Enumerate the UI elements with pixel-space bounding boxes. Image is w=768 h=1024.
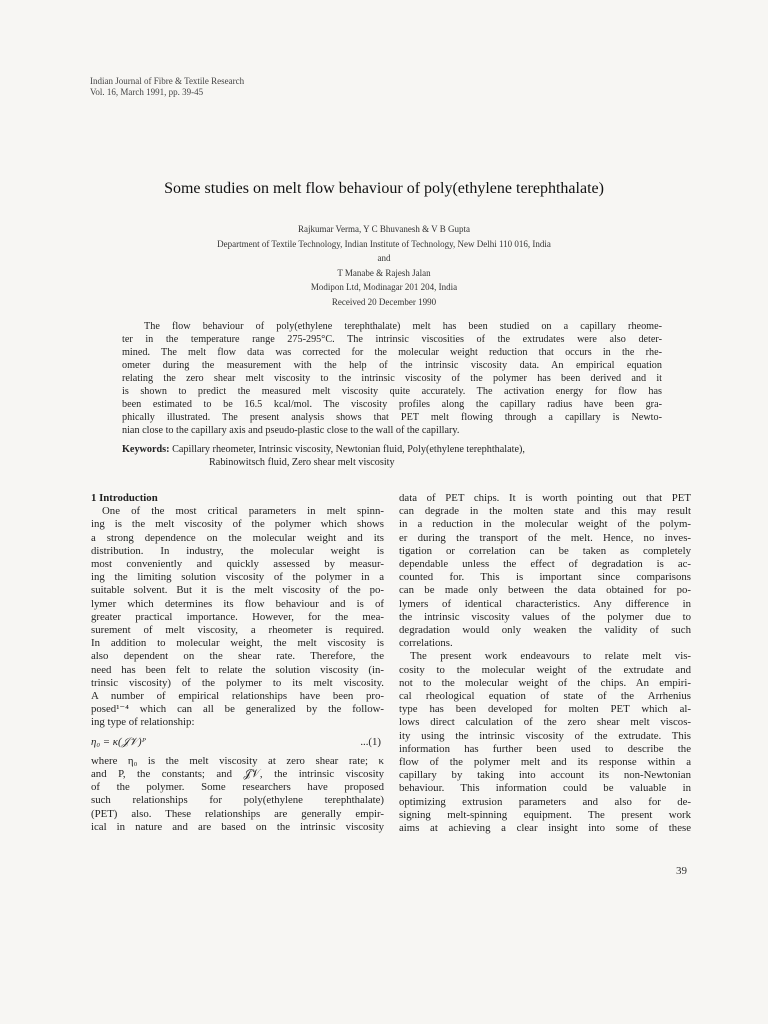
- text-line: ity using the intrinsic viscosity of the extrudate. This: [399, 729, 691, 742]
- text-line: The present work endeavours to relate melt vis-: [410, 650, 691, 663]
- text-line: surement of melt viscosity, a rheometer is required.: [91, 624, 384, 637]
- page-number: 39: [676, 865, 687, 877]
- text-line: ing is the melt viscosity of the polymer which shows: [91, 518, 384, 531]
- journal-citation: [90, 76, 244, 98]
- text-line: lymer which determines its flow behaviour and is of: [91, 597, 384, 610]
- and-separator: and: [377, 253, 391, 263]
- equation-expression: η₀ = κ(𝒥𝒱)ᴾ: [91, 735, 146, 748]
- keywords-text-2: Rabinowitsch fluid, Zero shear melt viscosity: [209, 457, 395, 468]
- intro-paragraph-2: [91, 755, 384, 834]
- text-line: distribution. In industry, the molecular weight is: [91, 544, 384, 557]
- keywords-line-1: [122, 443, 667, 456]
- abstract-line: phically illustrated. The present analysis shows that PET melt flowing through a capillary is Newto-: [122, 412, 662, 423]
- text-line: A number of empirical relationships have been pro-: [91, 690, 384, 703]
- text-line: and P, the constants; and 𝒥𝒱, the intrinsic viscosity: [91, 768, 384, 781]
- text-line: the intrinsic viscosity values of the polymer due to: [399, 610, 691, 623]
- text-line: cosity to the molecular weight of the extrudate and: [399, 663, 691, 676]
- section-heading: 1 Introduction: [91, 492, 158, 504]
- text-line: dependable unless the effect of degradation is ac-: [399, 558, 691, 571]
- text-line: (PET) also. These relationships are generally empir-: [91, 807, 384, 820]
- keywords: [122, 443, 667, 469]
- text-line: ical in nature and are based on the intrinsic viscosity: [91, 820, 384, 833]
- journal-name: Indian Journal of Fibre & Textile Research: [90, 76, 245, 86]
- affiliation-primary: Department of Textile Technology, Indian Institute of Technology, New Delhi 110 016, India: [217, 238, 551, 249]
- abstract-line: is shown to predict the measured melt viscosity quite accurately. The activation energy for flow has: [122, 386, 662, 397]
- text-line: In addition to molecular weight, the melt viscosity is: [91, 637, 384, 650]
- text-line: type has been developed for molten PET which al-: [399, 703, 691, 716]
- text-line: where η₀ is the melt viscosity at zero shear rate; κ: [91, 754, 384, 767]
- left-column: [91, 492, 384, 834]
- text-line: behaviour. This information could be valuable in: [399, 782, 691, 795]
- text-line: information has further been used to describe the: [399, 742, 691, 755]
- text-line: can degrade in the molten state and this may result: [399, 505, 691, 518]
- text-line: lymers of identical characteristics. Any difference in: [399, 597, 691, 610]
- text-line: posed¹⁻⁴ which can all be generalized by the follow-: [91, 703, 384, 716]
- text-line: a strong dependence on the molecular weight and its: [91, 531, 384, 544]
- text-line: signing melt-spinning equipment. The present work: [399, 808, 691, 821]
- keywords-label: Keywords:: [122, 444, 170, 455]
- abstract-line: The flow behaviour of poly(ethylene terephthalate) melt has been studied on a capillary rheome-: [144, 321, 662, 332]
- abstract-line: been estimated to be 16.5 kcal/mol. The viscosity profiles along the capillary radius have been gra-: [122, 399, 662, 410]
- abstract-line: ometer during the measurement with the help of the intrinsic viscosity data. An empirical equation: [122, 360, 662, 371]
- text-line: data of PET chips. It is worth pointing out that PET: [399, 492, 691, 504]
- text-line: correlations.: [399, 637, 453, 650]
- text-line: lows direct calculation of the zero shear melt viscos-: [399, 716, 691, 729]
- text-line: not to the molecular weight of the chips. An empiri-: [399, 676, 691, 689]
- text-line: flow of the polymer melt and its response within a: [399, 756, 691, 769]
- intro-paragraph-4: [399, 650, 691, 835]
- authors-secondary: T Manabe & Rajesh Jalan: [337, 267, 431, 278]
- text-line: optimizing extrusion parameters and also for de-: [399, 795, 691, 808]
- text-line: most conveniently and quickly assessed by measur-: [91, 558, 384, 571]
- abstract: [122, 320, 662, 437]
- text-line: aims at achieving a clear insight into some of these: [399, 822, 691, 835]
- affiliation-secondary: Modipon Ltd, Modinagar 201 204, India: [310, 282, 458, 292]
- journal-volume: Vol. 16, March 1991, pp. 39-45: [90, 87, 204, 97]
- abstract-line: mined. The melt flow data was corrected for the molecular weight reduction that occurs in the rhe-: [122, 347, 662, 358]
- text-line: er during the transport of the melt. Hence, no inves-: [399, 531, 691, 544]
- text-line: cal rheological equation of state of the Arrhenius: [399, 690, 691, 703]
- text-line: in a reduction in the molecular weight of the polym-: [399, 518, 691, 531]
- right-column: [399, 492, 691, 835]
- text-line: ing type of relationship:: [91, 716, 195, 729]
- text-line: trinsic viscosity) of the polymer to its melt viscosity.: [91, 676, 384, 689]
- authors-primary: Rajkumar Verma, Y C Bhuvanesh & V B Gupta: [297, 224, 471, 234]
- abstract-line: ter in the temperature range 275-295°C. The intrinsic viscosities of the extrudates were also deter-: [122, 334, 662, 345]
- intro-paragraph-3: [399, 492, 691, 650]
- equation-1: [91, 736, 384, 749]
- text-line: can be made only between the data obtained for po-: [399, 584, 691, 597]
- keywords-text-1: Capillary rheometer, Intrinsic viscosity, Newtonian fluid, Poly(ethylene terephthalate),: [172, 444, 525, 455]
- text-line: tigation or correlation can be taken as completely: [399, 544, 691, 557]
- text-line: such relationships for poly(ethylene terephthalate): [91, 794, 384, 807]
- text-line: greater practical importance. However, for the mea-: [91, 610, 384, 623]
- equation-number: ...(1): [360, 735, 381, 748]
- text-line: One of the most critical parameters in melt spinn-: [102, 505, 384, 518]
- text-line: capillary by taking into account its non-Newtonian: [399, 769, 691, 782]
- text-line: degradation would only weaken the validity of such: [399, 624, 691, 637]
- text-line: suitable solvent. But it is the melt viscosity of the po-: [91, 584, 384, 597]
- intro-paragraph-1: [91, 505, 384, 729]
- text-line: counted for. This is important since comparisons: [399, 571, 691, 584]
- paper-title: Some studies on melt flow behaviour of poly(ethylene terephthalate): [164, 180, 604, 197]
- received-date: Received 20 December 1990: [331, 296, 437, 307]
- abstract-line: relating the zero shear melt viscosity to the intrinsic viscosity of the polymer has been derived and it: [122, 373, 662, 384]
- text-line: of the polymer. Some researchers have proposed: [91, 781, 384, 794]
- text-line: need has been felt to relate the solution viscosity (in-: [91, 663, 384, 676]
- text-line: ing the limiting solution viscosity of the polymer in a: [91, 571, 384, 584]
- front-matter: [0, 222, 768, 309]
- text-line: also dependent on the shear rate. Therefore, the: [91, 650, 384, 663]
- abstract-line: nian close to the capillary axis and pseudo-plastic close to the wall of the capillary.: [122, 425, 460, 436]
